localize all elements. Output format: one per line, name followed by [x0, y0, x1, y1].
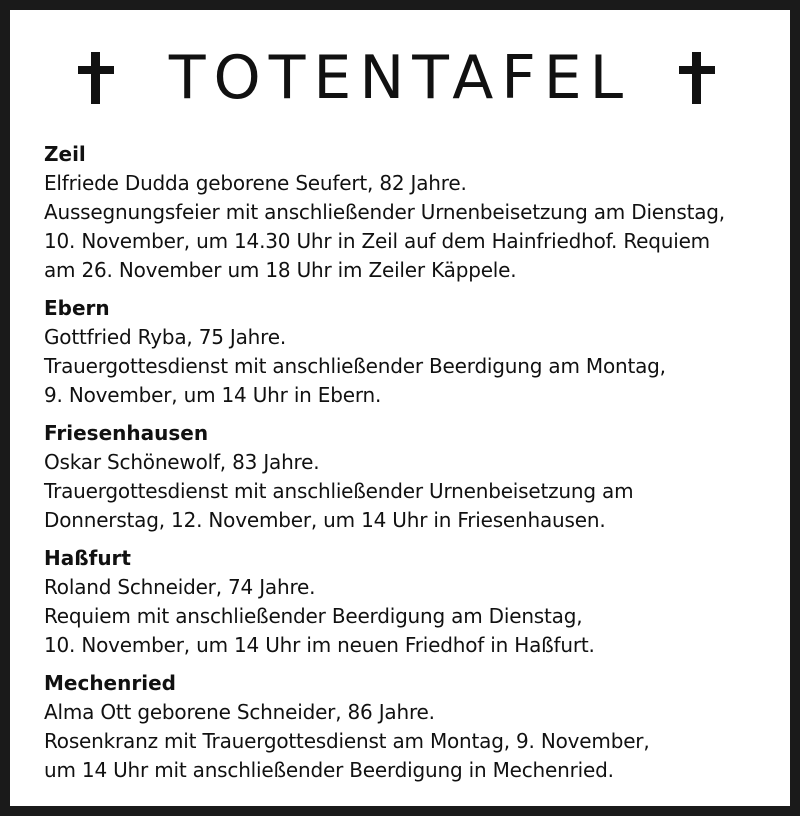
- entry-line: Gottfried Ryba, 75 Jahre.: [44, 325, 286, 349]
- entry-line: 10. November, um 14.30 Uhr in Zeil auf dem Hainfriedhof. Requiem: [44, 229, 710, 253]
- entry-line: 9. November, um 14 Uhr in Ebern.: [44, 383, 382, 407]
- obituary-entry: [44, 294, 784, 410]
- obituary-entry: [44, 669, 784, 785]
- entry-line: Requiem mit anschließender Beerdigung am Dienstag,: [44, 604, 583, 628]
- obituary-entry: [44, 544, 784, 660]
- entry-place: Haßfurt: [44, 546, 131, 570]
- entry-line: 10. November, um 14 Uhr im neuen Friedhof in Haßfurt.: [44, 633, 595, 657]
- entry-line: Oskar Schönewolf, 83 Jahre.: [44, 450, 320, 474]
- entry-place: Friesenhausen: [44, 421, 209, 445]
- cross-icon: [76, 46, 116, 110]
- entry-line: Aussegnungsfeier mit anschließender Urnenbeisetzung am Dienstag,: [44, 200, 725, 224]
- cross-icon: [677, 46, 717, 110]
- notice-header: [10, 43, 790, 126]
- entry-place: Mechenried: [44, 671, 176, 695]
- entry-line: Roland Schneider, 74 Jahre.: [44, 575, 316, 599]
- entry-line: Alma Ott geborene Schneider, 86 Jahre.: [44, 700, 435, 724]
- entry-line: Elfriede Dudda geborene Seufert, 82 Jahre.: [44, 171, 467, 195]
- entry-place: Zeil: [44, 142, 86, 166]
- obituary-list: [44, 140, 784, 794]
- notice-title: TOTENTAFEL: [168, 43, 632, 113]
- entry-line: Donnerstag, 12. November, um 14 Uhr in Friesenhausen.: [44, 508, 606, 532]
- entry-place: Ebern: [44, 296, 110, 320]
- entry-line: am 26. November um 18 Uhr im Zeiler Käppele.: [44, 258, 517, 282]
- entry-line: Rosenkranz mit Trauergottesdienst am Montag, 9. November,: [44, 729, 650, 753]
- entry-line: Trauergottesdienst mit anschließender Beerdigung am Montag,: [44, 354, 666, 378]
- obituary-entry: [44, 419, 784, 535]
- obituary-entry: [44, 140, 784, 285]
- entry-line: Trauergottesdienst mit anschließender Urnenbeisetzung am: [44, 479, 634, 503]
- entry-line: um 14 Uhr mit anschließender Beerdigung in Mechenried.: [44, 758, 614, 782]
